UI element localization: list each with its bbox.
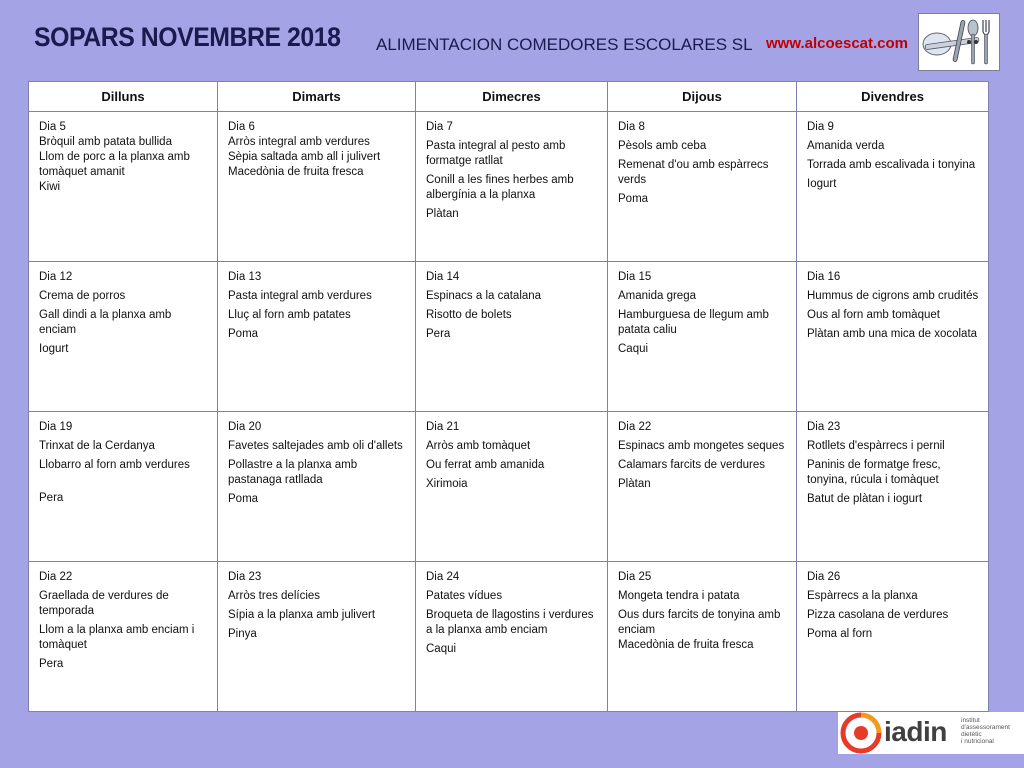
menu-cell-friday <box>797 262 989 412</box>
week-row <box>29 112 989 262</box>
page-title: SOPARS NOVEMBRE 2018 <box>34 22 341 52</box>
day-label: Dia 12 <box>39 271 73 283</box>
menu-cell-wednesday <box>416 412 608 562</box>
dish-item: Iogurt <box>807 178 837 190</box>
day-label: Dia 7 <box>426 121 453 133</box>
dish-item: Ous al forn amb tomàquet <box>807 309 940 321</box>
column-header-wednesday: Dimecres <box>416 82 608 112</box>
dish-item: Poma <box>228 328 259 340</box>
dish-item: Caqui <box>618 343 649 355</box>
menu-cell-friday <box>797 562 989 712</box>
dish-item: Calamars farcits de verdures <box>618 459 765 471</box>
day-label: Dia 22 <box>618 421 652 433</box>
day-label: Dia 19 <box>39 421 73 433</box>
day-label: Dia 8 <box>618 121 645 133</box>
day-label: Dia 25 <box>618 571 652 583</box>
menu-cell-friday <box>797 112 989 262</box>
dish-item: Sèpia saltada amb all i julivert <box>228 151 381 163</box>
dish-item: Amanida grega <box>618 290 696 302</box>
cutlery-logo <box>918 13 1000 71</box>
dish-item: Crema de porros <box>39 290 126 302</box>
day-label: Dia 21 <box>426 421 460 433</box>
menu-cell-thursday <box>608 112 797 262</box>
dish-item: Pasta integral al pesto amb formatge ratllat <box>426 140 566 167</box>
dish-item: Kiwi <box>39 181 61 193</box>
dish-item: Paninis de formatge fresc, tonyina, rúcula i tomàquet <box>807 459 941 486</box>
menu-cell-thursday <box>608 262 797 412</box>
dish-item: Amanida verda <box>807 140 885 152</box>
day-label: Dia 23 <box>228 571 262 583</box>
dish-item: Espinacs a la catalana <box>426 290 542 302</box>
dish-item: Macedònia de fruita fresca <box>228 166 364 178</box>
company-name: ALIMENTACION COMEDORES ESCOLARES SL <box>376 35 753 54</box>
website-link[interactable]: www.alcoescat.com <box>766 35 909 52</box>
dish-item: Arròs tres delícies <box>228 590 321 602</box>
dish-item: Favetes saltejades amb oli d'allets <box>228 440 403 452</box>
menu-cell-tuesday <box>218 562 416 712</box>
menu-cell-thursday <box>608 562 797 712</box>
dish-item: Espinacs amb mongetes seques <box>618 440 785 452</box>
menu-cell-monday <box>29 112 218 262</box>
day-label: Dia 26 <box>807 571 841 583</box>
column-header-tuesday: Dimarts <box>218 82 416 112</box>
dish-item: Pera <box>426 328 451 340</box>
table-header-row <box>29 82 989 112</box>
iadin-ring-icon <box>840 712 882 754</box>
dish-item: Poma <box>228 493 259 505</box>
dish-item: Llom de porc a la planxa amb tomàquet amanit <box>39 151 190 178</box>
column-header-thursday: Dijous <box>608 82 797 112</box>
dish-item: Sípia a la planxa amb julivert <box>228 609 376 621</box>
column-header-friday: Divendres <box>797 82 989 112</box>
dish-item: Llobarro al forn amb verdures <box>39 459 190 471</box>
week-row <box>29 412 989 562</box>
dish-item: Xirimoia <box>426 478 468 490</box>
day-label: Dia 20 <box>228 421 262 433</box>
iadin-subtitle: institut d'assessorament dietètic i nutricional <box>961 717 1010 745</box>
week-row <box>29 562 989 712</box>
dish-item: Pèsols amb ceba <box>618 140 707 152</box>
menu-cell-wednesday <box>416 112 608 262</box>
column-header-monday: Dilluns <box>29 82 218 112</box>
dish-item: Plàtan <box>618 478 651 490</box>
day-label: Dia 23 <box>807 421 841 433</box>
day-label: Dia 5 <box>39 121 66 133</box>
dish-item: Hummus de cigrons amb crudités <box>807 290 979 302</box>
day-label: Dia 15 <box>618 271 652 283</box>
dish-item: Espàrrecs a la planxa <box>807 590 918 602</box>
day-label: Dia 14 <box>426 271 460 283</box>
day-label: Dia 24 <box>426 571 460 583</box>
dish-item: Pollastre a la planxa amb pastanaga ratllada <box>228 459 358 486</box>
dish-item: Macedònia de fruita fresca <box>618 639 754 651</box>
dish-item: Rotllets d'espàrrecs i pernil <box>807 440 945 452</box>
menu-cell-tuesday <box>218 262 416 412</box>
day-label: Dia 9 <box>807 121 834 133</box>
dish-item: Graellada de verdures de temporada <box>39 590 169 617</box>
dish-item: Hamburguesa de llegum amb patata caliu <box>618 309 769 336</box>
dish-item: Gall dindi a la planxa amb enciam <box>39 309 172 336</box>
day-label: Dia 6 <box>228 121 255 133</box>
menu-table <box>28 81 989 712</box>
dish-item: Pizza casolana de verdures <box>807 609 949 621</box>
iadin-logo <box>838 712 1024 754</box>
menu-cell-monday <box>29 412 218 562</box>
dish-item: Llom a la planxa amb enciam i tomàquet <box>39 624 195 651</box>
dish-item: Broqueta de llagostins i verdures a la planxa amb enciam <box>426 609 594 636</box>
week-row <box>29 262 989 412</box>
dish-item: Batut de plàtan i iogurt <box>807 493 923 505</box>
dish-item: Arròs amb tomàquet <box>426 440 531 452</box>
dish-item: Mongeta tendra i patata <box>618 590 740 602</box>
day-label: Dia 13 <box>228 271 262 283</box>
dish-item: Ous durs farcits de tonyina amb enciam <box>618 609 781 636</box>
dish-item: Risotto de bolets <box>426 309 512 321</box>
dish-item: Trinxat de la Cerdanya <box>39 440 155 452</box>
dish-item: Arròs integral amb verdures <box>228 136 370 148</box>
dish-item: Caqui <box>426 643 457 655</box>
dish-item: Bròquil amb patata bullida <box>39 136 172 148</box>
dish-item: Poma <box>618 193 649 205</box>
menu-cell-tuesday <box>218 112 416 262</box>
dish-item: Plàtan amb una mica de xocolata <box>807 328 978 340</box>
dish-item: Torrada amb escalivada i tonyina <box>807 159 976 171</box>
dish-item: Patates vídues <box>426 590 503 602</box>
dish-item: Pera <box>39 492 64 504</box>
cutlery-icon <box>919 14 999 70</box>
menu-cell-wednesday <box>416 562 608 712</box>
menu-cell-monday <box>29 262 218 412</box>
menu-cell-wednesday <box>416 262 608 412</box>
dish-item: Poma al forn <box>807 628 873 640</box>
day-label: Dia 22 <box>39 571 73 583</box>
iadin-brand: iadin <box>884 716 947 747</box>
menu-cell-thursday <box>608 412 797 562</box>
dish-item: Conill a les fines herbes amb albergínia a la planxa <box>426 174 574 201</box>
dish-item: Ou ferrat amb amanida <box>426 459 545 471</box>
dish-item: Remenat d'ou amb espàrrecs verds <box>618 159 769 186</box>
dish-item: Plàtan <box>426 208 459 220</box>
day-label: Dia 16 <box>807 271 841 283</box>
menu-cell-monday <box>29 562 218 712</box>
dish-item: Pera <box>39 658 64 670</box>
menu-cell-friday <box>797 412 989 562</box>
dish-item: Iogurt <box>39 343 69 355</box>
dish-item: Lluç al forn amb patates <box>228 309 351 321</box>
dish-item: Pasta integral amb verdures <box>228 290 372 302</box>
menu-cell-tuesday <box>218 412 416 562</box>
dish-item: Pinya <box>228 628 257 640</box>
